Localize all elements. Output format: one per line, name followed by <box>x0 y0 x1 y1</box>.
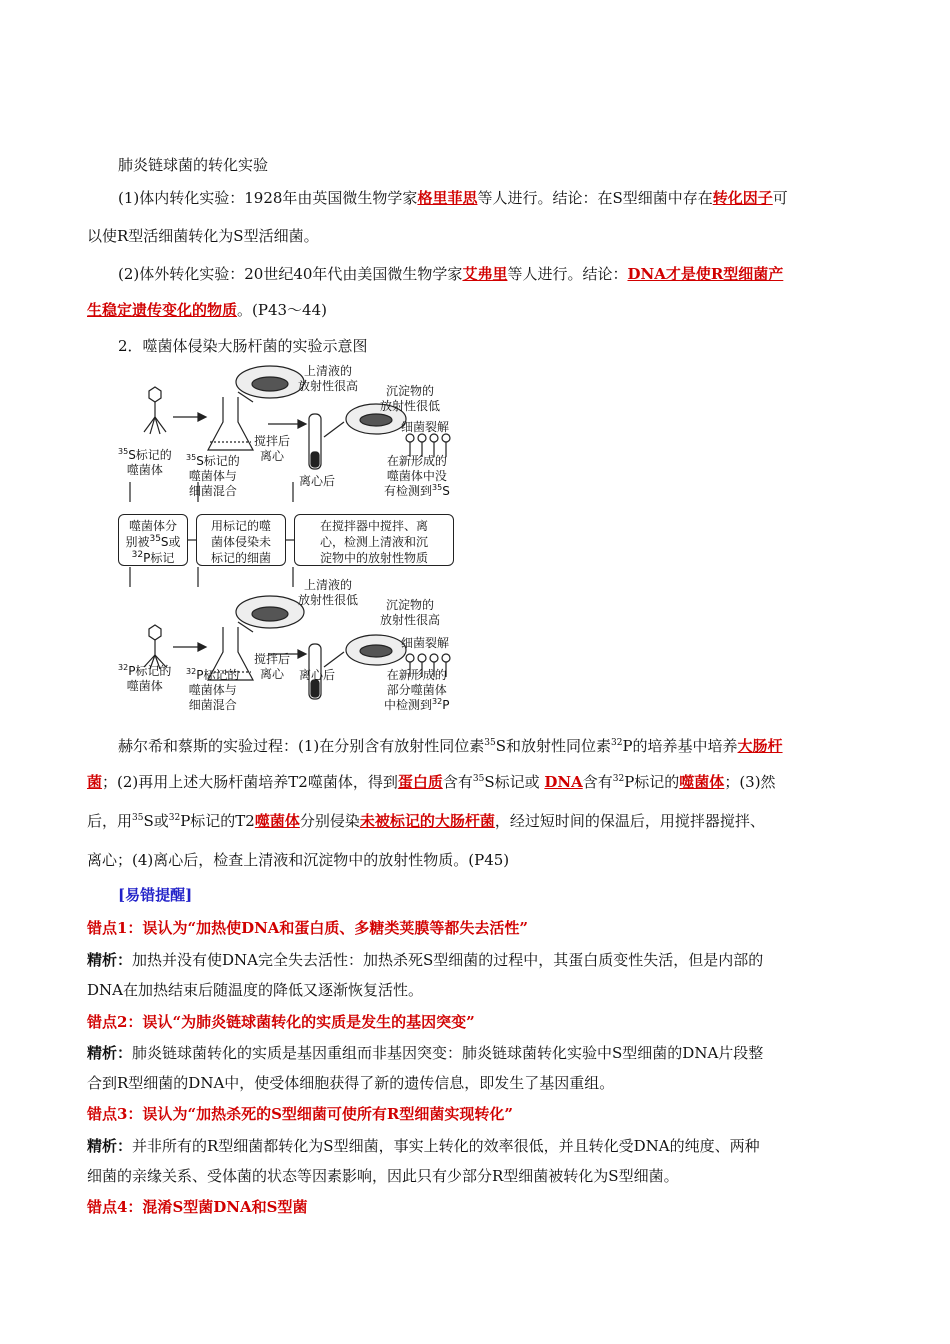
top-phage-label <box>118 448 172 478</box>
line: 搅拌后 <box>254 652 291 666</box>
text: 有检测到 <box>384 484 433 498</box>
key-term: 菌 <box>87 773 103 791</box>
line: 细菌混合 <box>188 698 237 712</box>
line <box>118 448 172 463</box>
line: 噬菌体分 <box>128 519 177 533</box>
text: S标记或 <box>484 773 540 791</box>
line: 放射性很高 <box>298 379 359 393</box>
line <box>384 698 449 713</box>
text: 分别侵染 <box>299 812 360 830</box>
key-term: 转化因子 <box>712 189 773 207</box>
analysis-2-line2: 合到R型细菌的DNA中，使受体细胞获得了新的遗传信息，即发生了基因重组。 <box>87 1074 615 1092</box>
line: 搅拌后 <box>254 434 291 448</box>
key-term: 生稳定遗传变化的物质 <box>87 301 238 319</box>
hershey-chase-paragraph <box>118 736 863 756</box>
line: 放射性很高 <box>380 613 441 627</box>
hershey-chase-line2 <box>87 772 863 792</box>
text: 加热并没有使DNA完全失去活性：加热杀死S型细菌的过程中，其蛋白质变性失活，但是内部的 <box>132 951 764 969</box>
analysis-1 <box>87 950 863 970</box>
bottom-mix-label <box>186 668 239 713</box>
superscript: 32 <box>186 667 197 676</box>
superscript: 35 <box>484 738 496 748</box>
key-term: 噬菌体 <box>254 812 300 830</box>
line: 用标记的噬 <box>210 519 271 533</box>
superscript: 32 <box>118 663 129 672</box>
section-title: 肺炎链球菌的转化实验 <box>118 156 269 174</box>
text: 含有 <box>582 773 613 791</box>
line <box>186 668 239 683</box>
top-result-label <box>384 454 450 499</box>
line <box>119 550 187 566</box>
analysis-label: 精析： <box>87 951 133 969</box>
line: 放射性很低 <box>380 399 441 413</box>
phage-icon <box>144 625 166 669</box>
line: 上清液的 <box>304 364 353 378</box>
top-stir-label <box>254 434 290 464</box>
key-term: 艾弗里 <box>462 265 508 283</box>
analysis-3 <box>87 1136 863 1156</box>
superscript: 32 <box>168 813 181 823</box>
line: 在新形成的 <box>386 668 447 682</box>
key-term: DNA <box>544 773 583 791</box>
text: 可 <box>772 189 788 207</box>
line: 噬菌体中没 <box>386 469 447 483</box>
text: 肺炎链球菌转化的实质是基因重组而非基因突变：肺炎链球菌转化实验中S型细菌的DNA片段整 <box>132 1044 764 1062</box>
text: 。(P43～44) <box>237 301 327 319</box>
line: 部分噬菌体 <box>386 683 447 697</box>
line: 放射性很低 <box>298 593 359 607</box>
hershey-chase-line3 <box>87 811 863 831</box>
top-mix-label <box>186 454 240 499</box>
line <box>119 534 187 550</box>
line: 噬菌体 <box>126 679 163 693</box>
text: P标记的T2 <box>180 812 255 830</box>
text: 等人进行。结论：在S型细菌中存在 <box>477 189 713 207</box>
error-point-4: 错点4：混淆S型菌DNA和S型菌 <box>87 1198 308 1216</box>
line: 细菌混合 <box>188 484 237 498</box>
text: 中检测到 <box>384 698 433 712</box>
paragraph-in-vivo-line2: 以使R型活细菌转化为S型活细菌。 <box>87 227 319 245</box>
step-box-labeling <box>118 514 188 566</box>
text: S或 <box>143 812 169 830</box>
text: (2)体外转化实验：20世纪40年代由美国微生物学家 <box>118 265 463 283</box>
text: 并非所有的R型细菌都转化为S型细菌，事实上转化的效率很低，并且转化受DNA的纯度、两种 <box>132 1137 760 1155</box>
line: 心，检测上清液和沉 <box>319 535 428 549</box>
line: 噬菌体与 <box>188 683 237 697</box>
superscript: 32 <box>612 774 625 784</box>
bottom-sediment-label <box>380 598 440 628</box>
text: P的培养基中培养 <box>622 737 738 755</box>
section-2-title: 2．噬菌体侵染大肠杆菌的实验示意图 <box>118 337 368 355</box>
superscript: 35 <box>132 813 144 823</box>
text: P标记的 <box>624 773 680 791</box>
text: 后，用 <box>87 812 133 830</box>
line: 沉淀物的 <box>386 384 435 398</box>
text: P标记的 <box>196 668 240 682</box>
error-point-1: 错点1：误认为“加热使DNA和蛋白质、多糖类荚膜等都失去活性” <box>87 919 529 937</box>
superscript: 35 <box>472 774 485 784</box>
paragraph-in-vitro-line2 <box>87 300 863 320</box>
key-term: 噬菌体 <box>679 773 725 791</box>
analysis-1-line2: DNA在加热结束后随温度的降低又逐渐恢复活性。 <box>87 981 423 999</box>
text: S标记的 <box>196 454 240 468</box>
key-term: 未被标记的大肠杆菌 <box>359 812 495 830</box>
analysis-label: 精析： <box>87 1137 133 1155</box>
error-point-3: 错点3：误认为“加热杀死的S型细菌可使所有R型细菌实现转化” <box>87 1105 513 1123</box>
bottom-stir-label <box>254 652 290 682</box>
line: 上清液的 <box>304 578 353 592</box>
key-term: 蛋白质 <box>397 773 443 791</box>
analysis-3-line2: 细菌的亲缘关系、受体菌的状态等因素影响，因此只有少部分R型细菌被转化为S型细菌。 <box>87 1167 679 1185</box>
text: S或 <box>160 535 181 549</box>
line: 菌体侵染未 <box>210 535 271 549</box>
line: 离心 <box>260 667 285 681</box>
text: ；(2)再用上述大肠杆菌培养T2噬菌体，得到 <box>102 773 398 791</box>
text: S <box>442 484 450 498</box>
text: S和放射性同位素 <box>495 737 611 755</box>
line: 离心 <box>260 449 285 463</box>
analysis-label: 精析： <box>87 1044 133 1062</box>
key-term: 格里菲思 <box>417 189 478 207</box>
error-point-2: 错点2：误认“为肺炎链球菌转化的实质是发生的基因突变” <box>87 1013 475 1031</box>
superscript: 32 <box>131 550 144 560</box>
text: S标记的 <box>128 448 172 462</box>
line <box>118 664 171 679</box>
line <box>384 484 450 499</box>
text: ，经过短时间的保温后，用搅拌器搅拌、 <box>494 812 765 830</box>
superscript: 35 <box>186 453 197 462</box>
text: ；(3)然 <box>724 773 776 791</box>
bottom-phage-label <box>118 664 171 694</box>
line: 沉淀物的 <box>386 598 435 612</box>
superscript: 32 <box>432 697 443 706</box>
bottom-supernatant-label <box>298 578 358 608</box>
paragraph-in-vitro <box>118 264 863 284</box>
text: P <box>442 698 450 712</box>
text: (1)体内转化实验：1928年由英国微生物学家 <box>118 189 418 207</box>
superscript: 35 <box>149 534 161 544</box>
line: 在新形成的 <box>386 454 447 468</box>
step-box-infect <box>196 514 286 566</box>
key-term: 大肠杆 <box>737 737 783 755</box>
line: 噬菌体与 <box>188 469 237 483</box>
top-lysis-label: 细菌裂解 <box>401 420 450 434</box>
line: 标记的细菌 <box>210 551 271 565</box>
step-box-detect <box>294 514 454 566</box>
text: P标记的 <box>128 664 172 678</box>
superscript: 35 <box>118 447 129 456</box>
text: 等人进行。结论： <box>507 265 628 283</box>
line: 淀物中的放射性物质 <box>319 551 428 565</box>
bottom-result-label <box>384 668 449 713</box>
bottom-lysis-label: 细菌裂解 <box>401 636 450 650</box>
top-supernatant-label <box>298 364 358 394</box>
superscript: 35 <box>432 483 443 492</box>
line: 在搅拌器中搅拌、离 <box>319 519 428 533</box>
text: 含有 <box>442 773 473 791</box>
arrow-head <box>198 413 206 421</box>
phage-icon <box>144 387 166 434</box>
text: P标记 <box>143 551 175 565</box>
key-term: DNA才是使R型细菌产 <box>627 265 784 283</box>
top-centrifuge-label: 离心后 <box>299 474 336 488</box>
text: 别被 <box>125 535 150 549</box>
superscript: 32 <box>610 738 623 748</box>
top-sediment-label <box>380 384 440 414</box>
line <box>186 454 240 469</box>
analysis-2 <box>87 1043 863 1063</box>
reminder-title: [易错提醒] <box>118 886 193 904</box>
hershey-chase-line4: 离心；(4)离心后，检查上清液和沉淀物中的放射性物质。(P45) <box>87 851 510 869</box>
phage-experiment-figure <box>118 362 466 722</box>
bottom-centrifuge-label: 离心后 <box>299 668 336 682</box>
line: 噬菌体 <box>126 463 163 477</box>
bacterium-dna <box>252 377 288 391</box>
paragraph-in-vivo <box>118 188 863 208</box>
text: 赫尔希和蔡斯的实验过程：(1)在分别含有放射性同位素 <box>118 737 485 755</box>
